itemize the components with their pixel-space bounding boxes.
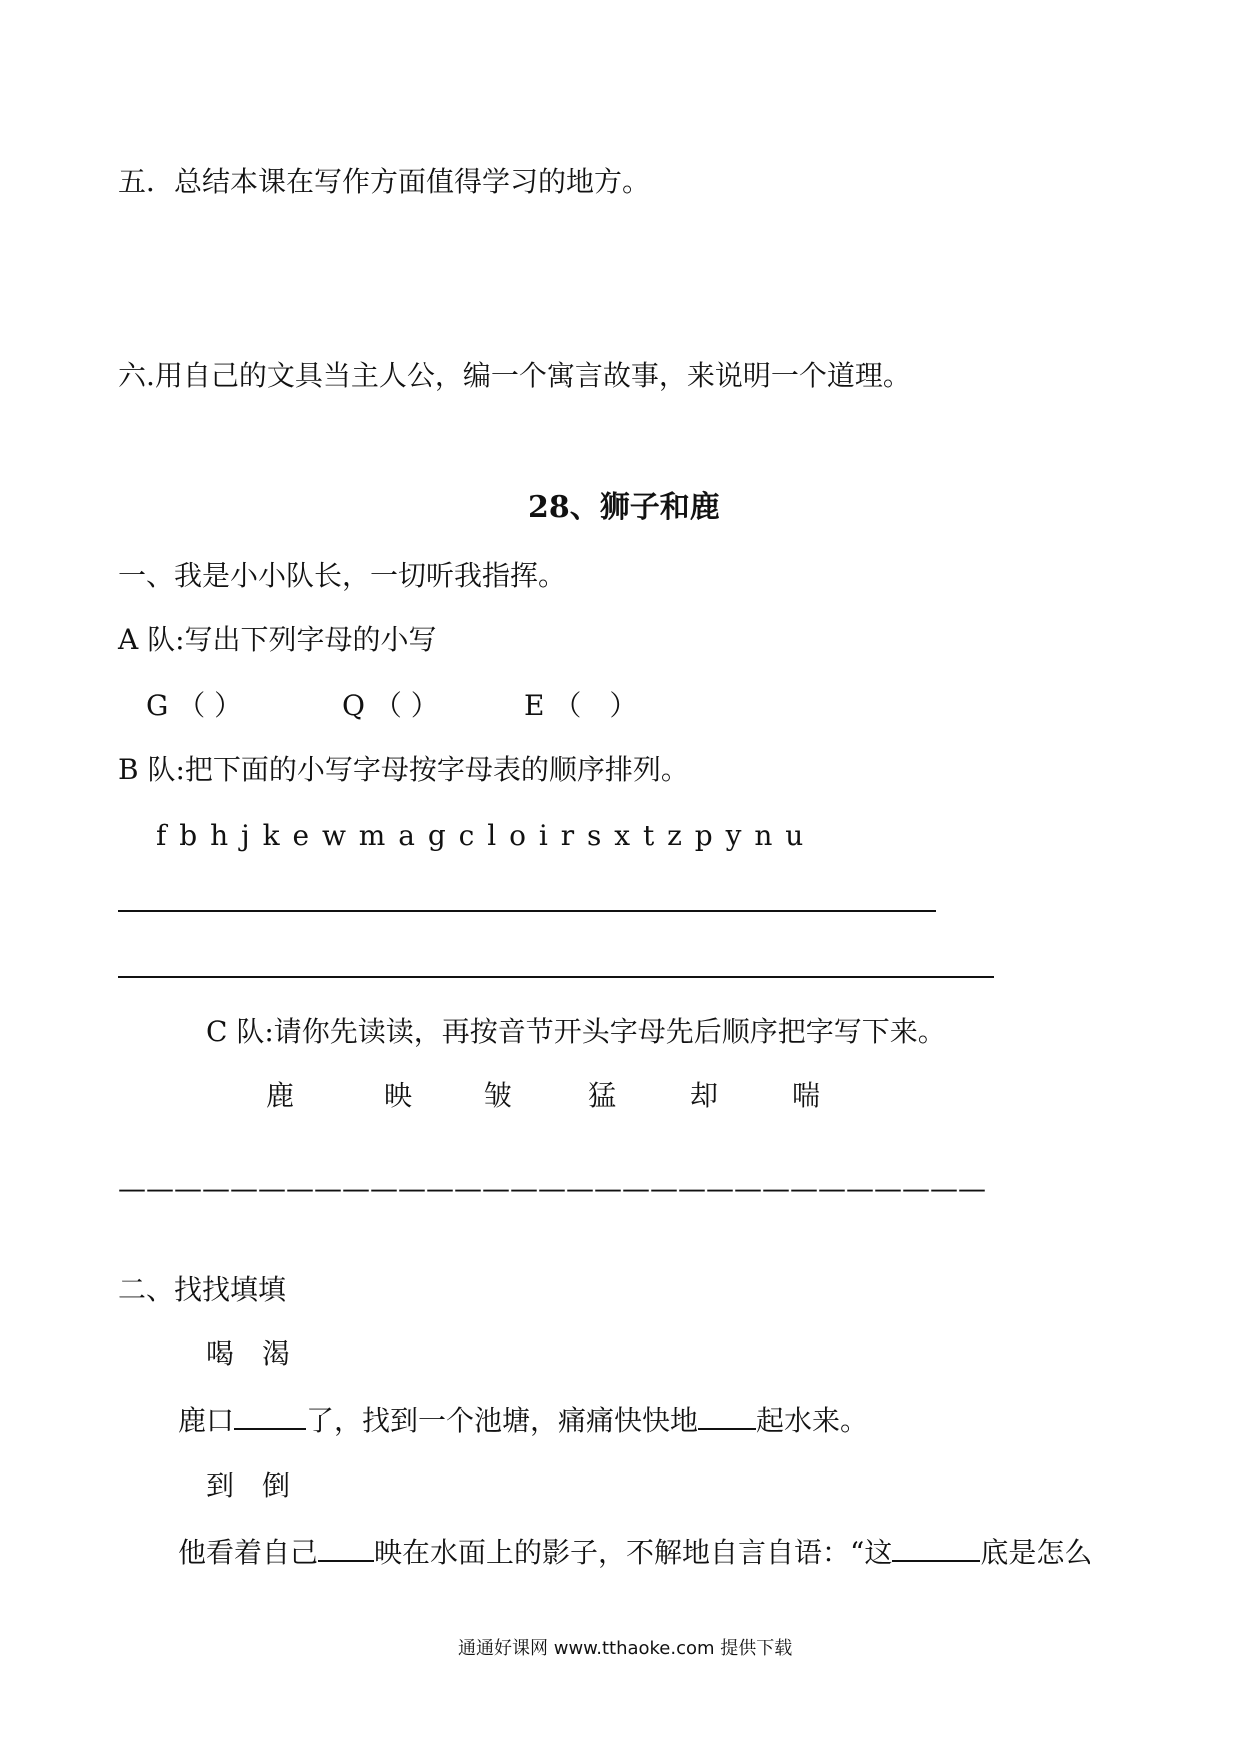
sentence-2-part-a: 他看着自己 (178, 1536, 319, 1569)
letter-g (146, 688, 242, 724)
question-5: 五．总结本课在写作方面值得学习的地方。 (118, 165, 651, 198)
char-1: 鹿 (266, 1079, 295, 1112)
word-pair-2: 到 倒 (206, 1469, 291, 1502)
sentence-1 (178, 1402, 868, 1439)
sentence-2-part-c: 底是怎么 (980, 1536, 1093, 1569)
letter-q (342, 688, 439, 724)
sentence-1-part-c: 起水来。 (756, 1404, 869, 1437)
sentence-2-part-b: 映在水面上的影子，不解地自言自语：“这 (374, 1536, 893, 1569)
fill-blank-3[interactable] (318, 1534, 374, 1562)
answer-line-1 (118, 910, 936, 912)
letter-q-char: Q (342, 689, 365, 722)
letter-g-char: G (146, 689, 169, 722)
sentence-2 (178, 1534, 1092, 1571)
letter-e (524, 688, 637, 724)
letter-row: f b h j k e w m a g c l o i r s x t z p y n u (156, 819, 806, 852)
char-3: 皱 (484, 1079, 513, 1112)
team-b-instruction: B 队:把下面的小写字母按字母表的顺序排列。 (118, 753, 689, 786)
section-1-heading: 一、我是小小队长，一切听我指挥。 (118, 559, 567, 592)
char-2: 映 (384, 1079, 413, 1112)
fill-blank-1[interactable] (234, 1402, 306, 1430)
word-pair-1: 喝 渴 (206, 1337, 291, 1370)
char-6: 喘 (792, 1079, 821, 1112)
sentence-1-part-a: 鹿口 (178, 1404, 235, 1437)
letter-g-paren: （ ） (177, 689, 243, 722)
dash-answer-line: ——————————————————————————————— (118, 1172, 986, 1205)
letter-e-char: E (524, 689, 545, 722)
section-2-heading: 二、找找填填 (118, 1273, 287, 1306)
team-a-instruction: A 队:写出下列字母的小写 (118, 623, 437, 656)
char-5: 却 (690, 1079, 719, 1112)
letter-q-paren: （ ） (373, 689, 439, 722)
page-footer: 通通好课网 www.tthaoke.com 提供下载 (458, 1638, 793, 1659)
fill-blank-2[interactable] (698, 1402, 756, 1430)
answer-line-2 (118, 976, 994, 978)
char-4: 猛 (588, 1079, 617, 1112)
question-6: 六.用自己的文具当主人公，编一个寓言故事，来说明一个道理。 (118, 359, 911, 392)
team-c-instruction: C 队:请你先读读，再按音节开头字母先后顺序把字写下来。 (206, 1015, 946, 1048)
fill-blank-4[interactable] (892, 1534, 980, 1562)
sentence-1-part-b: 了，找到一个池塘，痛痛快快地 (306, 1404, 699, 1437)
lesson-title: 28、狮子和鹿 (528, 490, 720, 525)
letter-e-paren: （ ） (553, 689, 638, 722)
